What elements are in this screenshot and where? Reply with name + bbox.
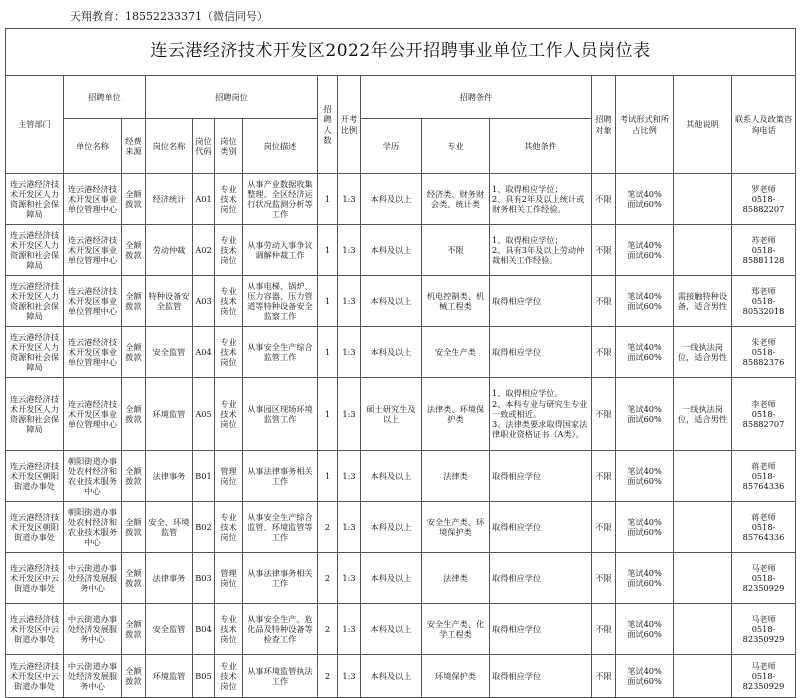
contact-cell: 李老师 0518-85882707: [732, 378, 796, 451]
unit-name-cell: 中云街道办事处经济发展服务中心: [64, 604, 122, 655]
contact-cell: 苏老师 0518-85881128: [732, 225, 796, 276]
table-row: [6, 378, 796, 451]
post-type-cell: 专业技术岗位: [215, 502, 243, 553]
unit-name-cell: 连云港经济技术开发区事业单位管理中心: [64, 174, 122, 225]
count-cell: 2: [318, 604, 338, 655]
exam-cell: 笔试40% 面试60%: [616, 502, 674, 553]
edu-cell: 本科及以上: [361, 502, 422, 553]
count-cell: 1: [318, 225, 338, 276]
post-code-cell: A01: [193, 174, 215, 225]
contact-cell: 罗老师 0518-85882207: [732, 174, 796, 225]
funding-cell: 全额拨款: [122, 451, 146, 502]
post-code-cell: B04: [193, 604, 215, 655]
post-desc-cell: 从事法律事务相关工作: [243, 553, 318, 604]
other-cond-cell: 取得相应学位: [490, 502, 592, 553]
other-cond-cell: 取得相应学位: [490, 451, 592, 502]
exam-cell: 笔试40% 面试60%: [616, 174, 674, 225]
target-cell: 不限: [592, 225, 616, 276]
post-type-cell: 专业技术岗位: [215, 655, 243, 698]
table-row: [6, 174, 796, 225]
table-row: [6, 553, 796, 604]
other-cond-cell: 取得相应学位: [490, 276, 592, 327]
post-name-cell: 法律事务: [146, 451, 193, 502]
ratio-cell: 1:3: [338, 553, 361, 604]
contact-cell: 蒋老师 0518-85764336: [732, 451, 796, 502]
post-name-cell: 特种设备安全监管: [146, 276, 193, 327]
edu-cell: 本科及以上: [361, 225, 422, 276]
post-desc-cell: 从事园区现场环境监管工作: [243, 378, 318, 451]
table-row: [6, 502, 796, 553]
unit-name-cell: 连云港经济技术开发区事业单位管理中心: [64, 225, 122, 276]
post-name-cell: 环境监管: [146, 378, 193, 451]
post-desc-cell: 从事产业数据收集整理、全区经济运行状况监测分析等工作: [243, 174, 318, 225]
header-unit-name: 单位名称: [64, 119, 122, 174]
other-cond-cell: 取得相应学位: [490, 655, 592, 698]
funding-cell: 全额拨款: [122, 276, 146, 327]
dept-cell: 连云港经济技术开发区中云街道办事处: [6, 604, 64, 655]
edu-cell: 本科及以上: [361, 604, 422, 655]
exam-cell: 笔试40% 面试60%: [616, 225, 674, 276]
count-cell: 1: [318, 276, 338, 327]
ratio-cell: 1:3: [338, 174, 361, 225]
contact-cell: 朱老师 0518-85882376: [732, 327, 796, 378]
post-desc-cell: 从事安全生产综合监管、环境监管等工作: [243, 502, 318, 553]
other-cond-cell: 1、取得相应学位。 2、本科专业与研究生专业一致或相近。 3、法律类要求取得国家法律职业资格证书（A类）。: [490, 378, 592, 451]
post-type-cell: 专业技术岗位: [215, 604, 243, 655]
contact-cell: 马老师 0518-82350929: [732, 553, 796, 604]
target-cell: 不限: [592, 276, 616, 327]
exam-cell: 笔试40% 面试60%: [616, 655, 674, 698]
post-code-cell: A04: [193, 327, 215, 378]
post-code-cell: B03: [193, 553, 215, 604]
header-post-name: 岗位名称: [146, 119, 193, 174]
target-cell: 不限: [592, 655, 616, 698]
edu-cell: 本科及以上: [361, 327, 422, 378]
target-cell: 不限: [592, 378, 616, 451]
ratio-cell: 1:3: [338, 604, 361, 655]
count-cell: 1: [318, 378, 338, 451]
notes-cell: [674, 655, 732, 698]
ratio-cell: 1:3: [338, 502, 361, 553]
header-post-type: 岗位类别: [215, 119, 243, 174]
header-post-code: 岗位代码: [193, 119, 215, 174]
ratio-cell: 1:3: [338, 451, 361, 502]
header-ratio: 开考比例: [338, 76, 361, 174]
post-name-cell: 安全、环境监管: [146, 502, 193, 553]
table-body: [6, 174, 796, 698]
post-code-cell: A03: [193, 276, 215, 327]
count-cell: 1: [318, 451, 338, 502]
header-cond-group: 招聘条件: [361, 76, 592, 119]
count-cell: 2: [318, 553, 338, 604]
other-cond-cell: 取得相应学位: [490, 553, 592, 604]
post-name-cell: 环境监管: [146, 655, 193, 698]
major-cell: 安全生产类: [422, 327, 490, 378]
dept-cell: 连云港经济技术开发区人力资源和社会保障局: [6, 174, 64, 225]
header-other: 其他条件: [490, 119, 592, 174]
post-desc-cell: 从事安全生产综合监管工作: [243, 327, 318, 378]
ratio-cell: 1:3: [338, 225, 361, 276]
post-type-cell: 专业技术岗位: [215, 276, 243, 327]
ratio-cell: 1:3: [338, 655, 361, 698]
post-name-cell: 法律事务: [146, 553, 193, 604]
funding-cell: 全额拨款: [122, 553, 146, 604]
funding-cell: 全额拨款: [122, 225, 146, 276]
post-type-cell: 专业技术岗位: [215, 225, 243, 276]
unit-name-cell: 连云港经济技术开发区事业单位管理中心: [64, 327, 122, 378]
unit-name-cell: 中云街道办事处经济发展服务中心: [64, 553, 122, 604]
header-unit-group: 招聘单位: [64, 76, 146, 119]
target-cell: 不限: [592, 502, 616, 553]
post-name-cell: 安全监管: [146, 327, 193, 378]
post-type-cell: 管理岗位: [215, 451, 243, 502]
post-desc-cell: 从事电梯、锅炉、压力容器、压力管道等特种设备安全监察工作: [243, 276, 318, 327]
count-cell: 1: [318, 327, 338, 378]
other-cond-cell: 1、取得相应学位； 2、具有3年及以上劳动仲裁相关工作经验。: [490, 225, 592, 276]
ratio-cell: 1:3: [338, 276, 361, 327]
target-cell: 不限: [592, 604, 616, 655]
post-type-cell: 专业技术岗位: [215, 327, 243, 378]
edu-cell: 本科及以上: [361, 276, 422, 327]
post-code-cell: B02: [193, 502, 215, 553]
header-edu: 学历: [361, 119, 422, 174]
funding-cell: 全额拨款: [122, 604, 146, 655]
funding-cell: 全额拨款: [122, 327, 146, 378]
count-cell: 1: [318, 174, 338, 225]
post-type-cell: 专业技术岗位: [215, 174, 243, 225]
post-desc-cell: 从事环境监管执法工作: [243, 655, 318, 698]
header-exam: 考试形式和所占比例: [616, 76, 674, 174]
unit-name-cell: 朝阳街道办事处农村经济和农业技术服务中心: [64, 502, 122, 553]
notes-cell: 一线执法岗位，适合男性: [674, 327, 732, 378]
exam-cell: 笔试40% 面试60%: [616, 553, 674, 604]
major-cell: 环境保护类: [422, 655, 490, 698]
header-post-desc: 岗位描述: [243, 119, 318, 174]
notes-cell: [674, 604, 732, 655]
target-cell: 不限: [592, 174, 616, 225]
dept-cell: 连云港经济技术开发区中云街道办事处: [6, 655, 64, 698]
table-row: [6, 276, 796, 327]
notes-cell: [674, 174, 732, 225]
count-cell: 2: [318, 655, 338, 698]
table-row: [6, 451, 796, 502]
ratio-cell: 1:3: [338, 378, 361, 451]
contact-cell: 马老师 0518-82350929: [732, 604, 796, 655]
unit-name-cell: 中云街道办事处经济发展服务中心: [64, 655, 122, 698]
dept-cell: 连云港经济技术开发区朝阳街道办事处: [6, 502, 64, 553]
target-cell: 不限: [592, 327, 616, 378]
table-row: [6, 655, 796, 698]
table-row: [6, 327, 796, 378]
table-row: [6, 604, 796, 655]
header-count: 招聘人数: [318, 76, 338, 174]
major-cell: 安全生产类、化学工程类: [422, 604, 490, 655]
table-row: [6, 225, 796, 276]
post-desc-cell: 从事劳动人事争议调解仲裁工作: [243, 225, 318, 276]
page-title: 连云港经济技术开发区2022年公开招聘事业单位工作人员岗位表: [6, 29, 796, 76]
post-code-cell: A05: [193, 378, 215, 451]
exam-cell: 笔试40% 面试60%: [616, 276, 674, 327]
count-cell: 2: [318, 502, 338, 553]
header-major: 专业: [422, 119, 490, 174]
dept-cell: 连云港经济技术开发区人力资源和社会保障局: [6, 327, 64, 378]
edu-cell: 本科及以上: [361, 655, 422, 698]
header-post-group: 招聘岗位: [146, 76, 318, 119]
major-cell: 机电控制类、机械工程类: [422, 276, 490, 327]
top-note: 天翔教育：18552233371（微信同号）: [70, 10, 268, 23]
post-name-cell: 劳动仲裁: [146, 225, 193, 276]
unit-name-cell: 连云港经济技术开发区事业单位管理中心: [64, 276, 122, 327]
target-cell: 不限: [592, 451, 616, 502]
header-contact: 联系人及政策咨询电话: [732, 76, 796, 174]
header-dept: 主管部门: [6, 76, 64, 174]
exam-cell: 笔试40% 面试60%: [616, 451, 674, 502]
notes-cell: 一线执法岗位，适合男性: [674, 378, 732, 451]
funding-cell: 全额拨款: [122, 174, 146, 225]
unit-name-cell: 朝阳街道办事处农村经济和农业技术服务中心: [64, 451, 122, 502]
post-code-cell: A02: [193, 225, 215, 276]
exam-cell: 笔试40% 面试60%: [616, 604, 674, 655]
notes-cell: 需接触特种设备，适合男性: [674, 276, 732, 327]
exam-cell: 笔试40% 面试60%: [616, 378, 674, 451]
job-positions-table: [5, 28, 796, 698]
notes-cell: [674, 502, 732, 553]
header-notes: 其他说明: [674, 76, 732, 174]
unit-name-cell: 连云港经济技术开发区事业单位管理中心: [64, 378, 122, 451]
other-cond-cell: 取得相应学位: [490, 604, 592, 655]
post-type-cell: 专业技术岗位: [215, 378, 243, 451]
funding-cell: 全额拨款: [122, 378, 146, 451]
post-desc-cell: 从事安全生产、危化品及特种设备等检查工作: [243, 604, 318, 655]
header-target: 招聘对象: [592, 76, 616, 174]
major-cell: 经济类、财务财会类、统计类: [422, 174, 490, 225]
dept-cell: 连云港经济技术开发区中云街道办事处: [6, 553, 64, 604]
contact-cell: 蒋老师 0518-85764336: [732, 502, 796, 553]
dept-cell: 连云港经济技术开发区朝阳街道办事处: [6, 451, 64, 502]
job-table-sheet: [5, 28, 795, 692]
target-cell: 不限: [592, 553, 616, 604]
edu-cell: 硕士研究生及以上: [361, 378, 422, 451]
notes-cell: [674, 225, 732, 276]
edu-cell: 本科及以上: [361, 553, 422, 604]
dept-cell: 连云港经济技术开发区人力资源和社会保障局: [6, 225, 64, 276]
ratio-cell: 1:3: [338, 327, 361, 378]
notes-cell: [674, 451, 732, 502]
edu-cell: 本科及以上: [361, 174, 422, 225]
header-funding: 经费来源: [122, 119, 146, 174]
other-cond-cell: 1、取得相应学位； 2、具有2年及以上统计或财务相关工作经验。: [490, 174, 592, 225]
post-type-cell: 管理岗位: [215, 553, 243, 604]
funding-cell: 全额拨款: [122, 502, 146, 553]
contact-cell: 马老师 0518-82350929: [732, 655, 796, 698]
post-code-cell: B01: [193, 451, 215, 502]
notes-cell: [674, 553, 732, 604]
major-cell: 法律类: [422, 553, 490, 604]
major-cell: 法律类: [422, 451, 490, 502]
major-cell: 不限: [422, 225, 490, 276]
other-cond-cell: 取得相应学位: [490, 327, 592, 378]
major-cell: 安全生产类、环境保护类: [422, 502, 490, 553]
dept-cell: 连云港经济技术开发区人力资源和社会保障局: [6, 378, 64, 451]
exam-cell: 笔试40% 面试60%: [616, 327, 674, 378]
post-name-cell: 安全监管: [146, 604, 193, 655]
edu-cell: 本科及以上: [361, 451, 422, 502]
post-desc-cell: 从事法律事务相关工作: [243, 451, 318, 502]
post-code-cell: B05: [193, 655, 215, 698]
post-name-cell: 经济统计: [146, 174, 193, 225]
major-cell: 法律类、环境保护类: [422, 378, 490, 451]
dept-cell: 连云港经济技术开发区人力资源和社会保障局: [6, 276, 64, 327]
contact-cell: 郑老师 0518-80532018: [732, 276, 796, 327]
funding-cell: 全额拨款: [122, 655, 146, 698]
